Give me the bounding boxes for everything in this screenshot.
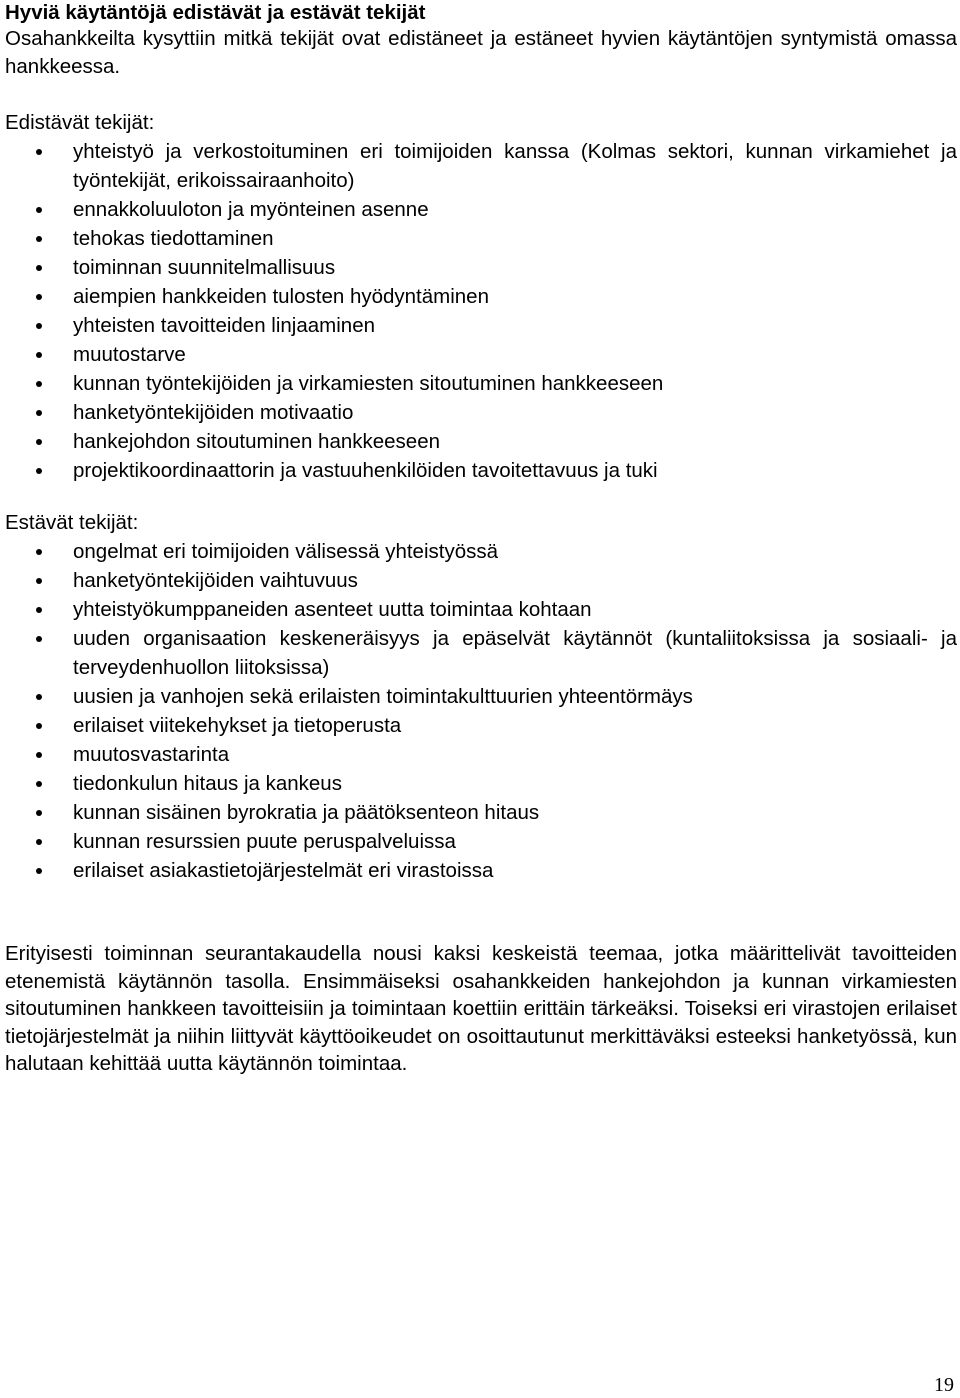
list-item-text: hanketyöntekijöiden vaihtuvuus (73, 569, 358, 592)
bullet-icon (36, 439, 42, 445)
list-item (5, 340, 957, 369)
list-item (5, 827, 957, 856)
list-item-text: yhteistyökumppaneiden asenteet uutta toimintaa kohtaan (73, 598, 592, 621)
list-item (5, 195, 957, 224)
summary-paragraph: Erityisesti toiminnan seurantakaudella nousi kaksi keskeistä teemaa, jotka määrittelivät tavoitteiden etenemistä käytännön tasolla. Ensimmäiseksi osahankkeiden hankejohdon ja kunnan virkamiesten sitoutuminen hankkeen tavoitteisiin ja toimintaan koettiin erittäin tärkeäksi. Toiseksi eri virastojen erilaiset tietojärjestelmät ja niihin liittyvät käyttöoikeudet on osoittautunut merkittäväksi esteeksi hanketyössä, kun halutaan kehittää uutta käytännön toimintaa. (5, 942, 957, 1075)
bullet-icon (36, 352, 42, 358)
list-item-text: erilaiset viitekehykset ja tietoperusta (73, 714, 402, 737)
list-item-text: hankejohdon sitoutuminen hankkeeseen (73, 430, 440, 453)
bullet-icon (36, 810, 42, 816)
bullet-icon (36, 578, 42, 584)
list-item (5, 224, 957, 253)
list-item (5, 711, 957, 740)
list-item-text: kunnan työntekijöiden ja virkamiesten sitoutuminen hankkeeseen (73, 372, 664, 395)
bullet-icon (36, 752, 42, 758)
promoting-factors-label: Edistävät tekijät: (5, 111, 155, 134)
list-item (5, 311, 957, 340)
list-item (5, 595, 957, 624)
bullet-icon (36, 381, 42, 387)
list-item (5, 427, 957, 456)
bullet-icon (36, 549, 42, 555)
bullet-icon (36, 636, 42, 642)
list-item-text: yhteisten tavoitteiden linjaaminen (73, 314, 375, 337)
hindering-factors-label: Estävät tekijät: (5, 511, 139, 534)
list-item-text: hanketyöntekijöiden motivaatio (73, 401, 354, 424)
list-item (5, 137, 957, 195)
list-item (5, 398, 957, 427)
bullet-icon (36, 694, 42, 700)
list-item (5, 566, 957, 595)
bullet-icon (36, 723, 42, 729)
bullet-icon (36, 265, 42, 271)
list-item (5, 682, 957, 711)
list-item-text: kunnan resurssien puute peruspalveluissa (73, 830, 456, 853)
list-item-text: ennakkoluuloton ja myönteinen asenne (73, 198, 429, 221)
bullet-icon (36, 839, 42, 845)
bullet-icon (36, 468, 42, 474)
list-item (5, 798, 957, 827)
list-item-text: uusien ja vanhojen sekä erilaisten toimintakulttuurien yhteentörmäys (73, 685, 693, 708)
list-item-text: projektikoordinaattorin ja vastuuhenkilöiden tavoitettavuus ja tuki (73, 459, 658, 482)
list-item (5, 769, 957, 798)
page-number: 19 (934, 1374, 954, 1396)
bullet-icon (36, 149, 42, 155)
bullet-icon (36, 207, 42, 213)
list-item (5, 253, 957, 282)
list-item-text: aiempien hankkeiden tulosten hyödyntäminen (73, 285, 489, 308)
list-item-text: kunnan sisäinen byrokratia ja päätöksenteon hitaus (73, 801, 540, 824)
list-item (5, 537, 957, 566)
list-item-text: muutosvastarinta (73, 743, 230, 766)
list-item-text: yhteistyö ja verkostoituminen eri toimijoiden kanssa (Kolmas sektori, kunnan virkamiehet ja työntekijät, erikoissairaanhoito) (73, 140, 957, 192)
list-item-text: ongelmat eri toimijoiden välisessä yhteistyössä (73, 540, 499, 563)
list-item-text: tiedonkulun hitaus ja kankeus (73, 772, 342, 795)
list-item-text: uuden organisaation keskeneräisyys ja epäselvät käytännöt (kuntaliitoksissa ja sosiaali- ja terveydenhuollon liitoksissa) (73, 627, 957, 679)
bullet-icon (36, 410, 42, 416)
list-item (5, 624, 957, 682)
list-item-text: muutostarve (73, 343, 186, 366)
bullet-icon (36, 294, 42, 300)
section-heading: Hyviä käytäntöjä edistävät ja estävät tekijät (5, 1, 426, 24)
list-item (5, 740, 957, 769)
hindering-factors-list (5, 537, 957, 885)
bullet-icon (36, 868, 42, 874)
intro-paragraph: Osahankkeilta kysyttiin mitkä tekijät ovat edistäneet ja estäneet hyvien käytäntöjen syntymistä omassa hankkeessa. (5, 27, 957, 78)
bullet-icon (36, 607, 42, 613)
promoting-factors-list (5, 137, 957, 485)
bullet-icon (36, 236, 42, 242)
list-item (5, 456, 957, 485)
list-item-text: toiminnan suunnitelmallisuus (73, 256, 336, 279)
list-item (5, 282, 957, 311)
list-item-text: tehokas tiedottaminen (73, 227, 274, 250)
bullet-icon (36, 323, 42, 329)
document-page (5, 0, 957, 1078)
list-item-text: erilaiset asiakastietojärjestelmät eri virastoissa (73, 859, 494, 882)
list-item (5, 856, 957, 885)
list-item (5, 369, 957, 398)
bullet-icon (36, 781, 42, 787)
